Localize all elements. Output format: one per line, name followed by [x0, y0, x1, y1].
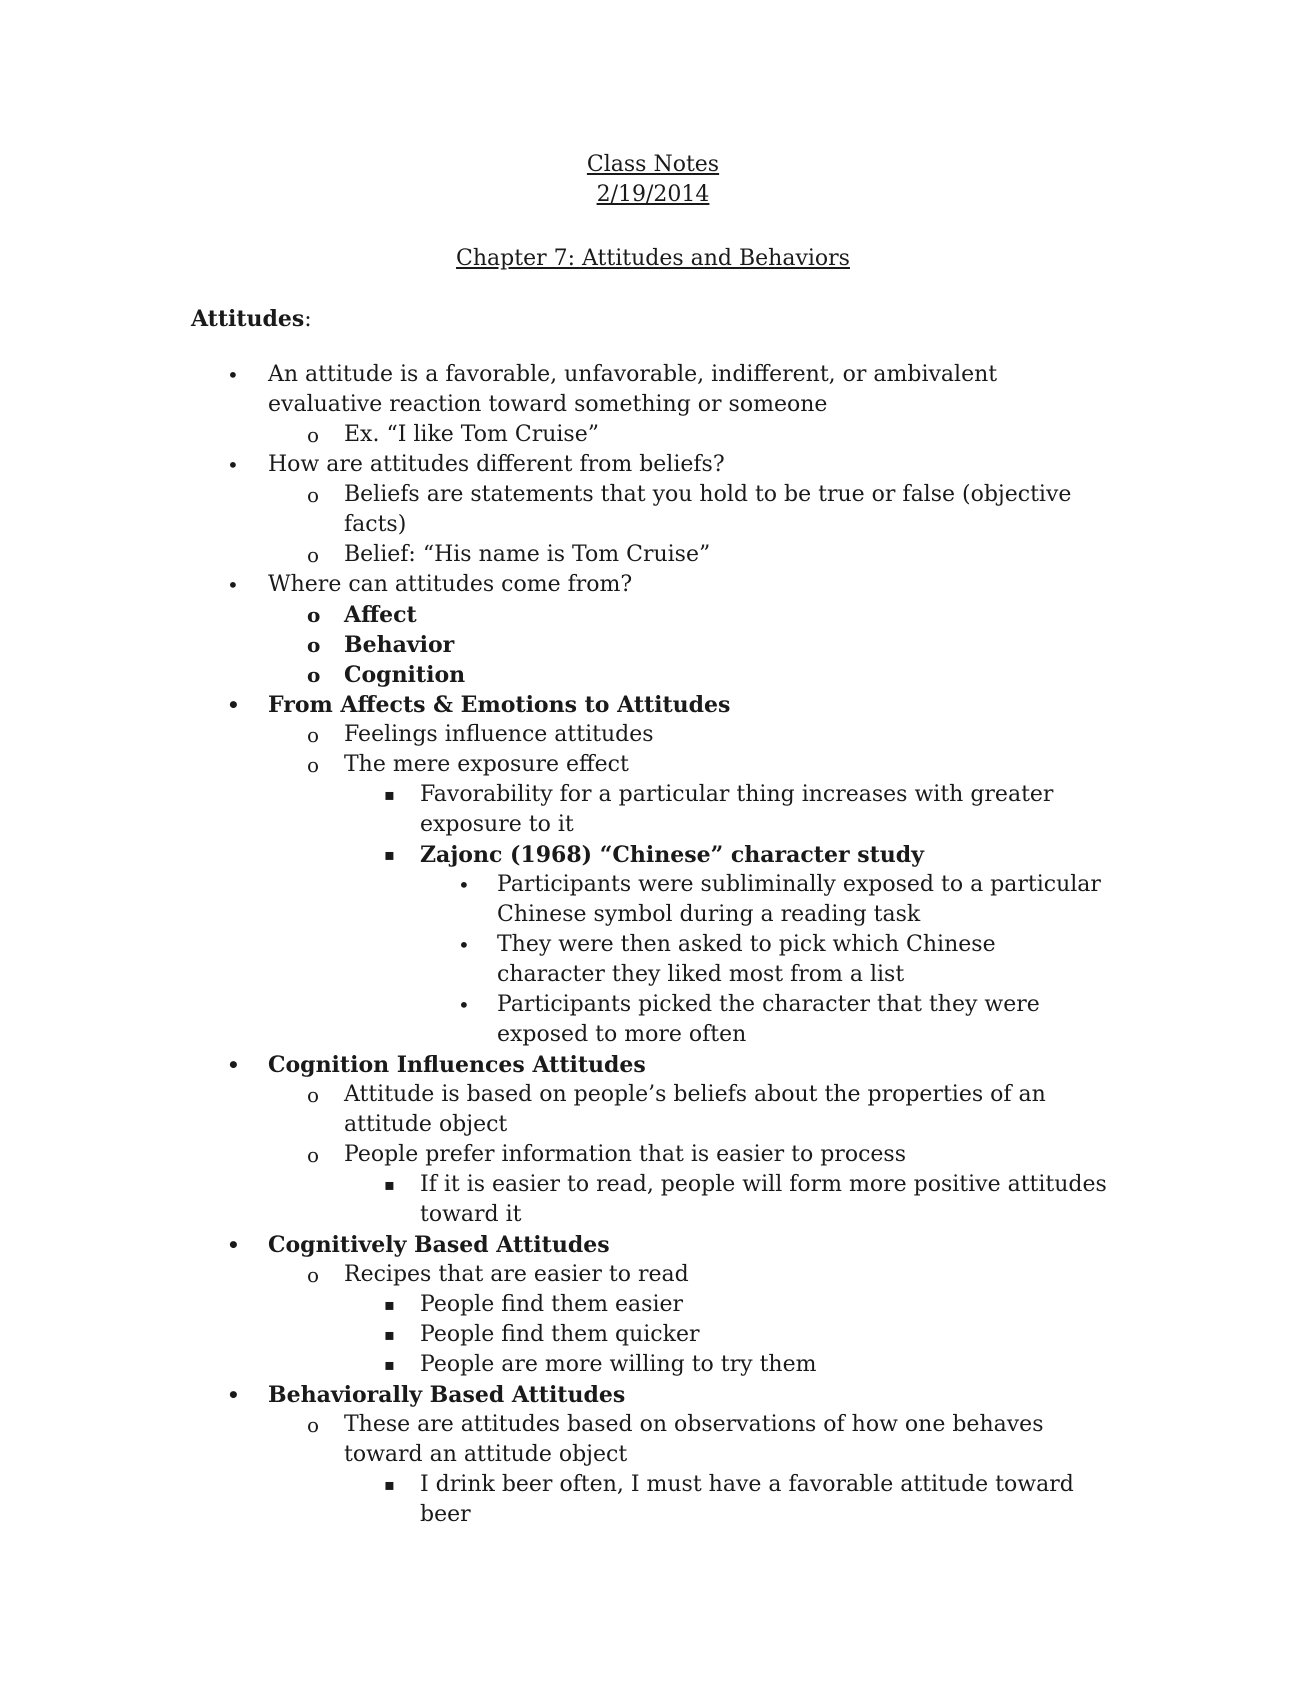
list-item: [0, 360, 1108, 420]
list-item-text: People are more willing to try them: [420, 1352, 817, 1377]
bullet-marker: •: [227, 573, 239, 597]
bullet-marker: o: [307, 1083, 320, 1107]
bullet-marker: •: [227, 1233, 240, 1257]
list-item-text: Attitude is based on people’s beliefs about the properties of an attitude object: [344, 1082, 1046, 1137]
list-item-text: Behavior: [344, 632, 455, 658]
bullet-marker: o: [307, 723, 320, 747]
bullet-marker: •: [227, 363, 239, 387]
bullet-marker: •: [227, 1053, 240, 1077]
chapter-title: Chapter 7: Attitudes and Behaviors: [456, 246, 850, 271]
list-item: [0, 1410, 1108, 1470]
page-title: Class Notes: [586, 152, 720, 177]
list-item-text: Belief: “His name is Tom Cruise”: [344, 542, 711, 567]
list-item: [0, 660, 1108, 690]
bullet-marker: o: [307, 1143, 320, 1167]
bullet-marker: •: [458, 933, 470, 957]
bullet-marker: ▪: [384, 1355, 395, 1374]
bullet-marker: o: [307, 603, 321, 627]
list-item-text: Cognition Influences Attitudes: [268, 1052, 646, 1078]
bullet-marker: •: [227, 453, 239, 477]
list-item-text: These are attitudes based on observations of how one behaves toward an attitude object: [344, 1412, 1044, 1467]
bullet-marker: ▪: [384, 1325, 395, 1344]
list-item: [0, 840, 1120, 870]
bullet-marker: o: [307, 663, 321, 687]
list-item: [0, 480, 1108, 540]
bullet-marker: o: [307, 423, 320, 447]
list-item: [0, 1170, 1120, 1230]
bullet-marker: o: [307, 483, 320, 507]
list-item-text: Cognition: [344, 662, 466, 688]
list-item-text: An attitude is a favorable, unfavorable, indifferent, or ambivalent evaluative reaction toward something or someone: [268, 362, 998, 417]
list-item-text: The mere exposure effect: [344, 752, 629, 777]
bullet-marker: o: [307, 1413, 320, 1437]
bullet-marker: ▪: [384, 1175, 395, 1194]
list-item-text: Where can attitudes come from?: [268, 572, 633, 597]
bullet-marker: o: [307, 1263, 320, 1287]
list-item: [0, 450, 1108, 480]
list-item: [0, 1380, 1108, 1410]
list-item: [0, 1230, 1108, 1260]
bullet-marker: •: [458, 873, 470, 897]
list-item: [0, 1260, 1108, 1290]
bullet-marker: o: [307, 753, 320, 777]
list-item-text: They were then asked to pick which Chinese character they liked most from a list: [497, 932, 996, 987]
list-item-text: How are attitudes different from beliefs?: [268, 452, 725, 477]
page-date: 2/19/2014: [596, 182, 710, 207]
list-item-text: Participants picked the character that they were exposed to more often: [497, 992, 1040, 1047]
bullet-marker: •: [227, 693, 240, 717]
list-item-text: Recipes that are easier to read: [344, 1262, 689, 1287]
list-item-text: Zajonc (1968) “Chinese” character study: [420, 842, 924, 868]
list-item-text: People find them easier: [420, 1292, 684, 1317]
list-item: [0, 1050, 1108, 1080]
list-item: [0, 1350, 1120, 1380]
list-item: [0, 420, 1108, 450]
list-item-text: Affect: [344, 602, 417, 628]
list-item-text: Feelings influence attitudes: [344, 722, 654, 747]
list-item: [0, 540, 1108, 570]
list-item: [0, 720, 1108, 750]
section-heading-label: Attitudes: [191, 306, 305, 332]
list-item-text: If it is easier to read, people will form more positive attitudes toward it: [420, 1172, 1107, 1227]
list-item: [0, 630, 1108, 660]
list-item: [0, 1290, 1120, 1320]
list-item-text: Favorability for a particular thing increases with greater exposure to it: [420, 782, 1054, 837]
list-item: [0, 570, 1108, 600]
list-item-text: Participants were subliminally exposed to a particular Chinese symbol during a reading task: [497, 872, 1101, 927]
list-item-text: I drink beer often, I must have a favorable attitude toward beer: [420, 1472, 1074, 1527]
list-item-text: From Affects & Emotions to Attitudes: [268, 692, 731, 718]
list-item-text: People find them quicker: [420, 1322, 700, 1347]
bullet-marker: o: [307, 543, 320, 567]
list-item-text: Behaviorally Based Attitudes: [268, 1382, 626, 1408]
list-item: [0, 990, 1107, 1050]
list-item-text: People prefer information that is easier to process: [344, 1142, 906, 1167]
list-item: [0, 750, 1108, 780]
section-heading: [191, 304, 312, 335]
bullet-marker: ▪: [384, 845, 395, 864]
list-item: [0, 780, 1120, 840]
list-item-text: Beliefs are statements that you hold to be true or false (objective facts): [344, 482, 1072, 537]
list-item-text: Cognitively Based Attitudes: [268, 1232, 610, 1258]
bullet-marker: ▪: [384, 785, 395, 804]
bullet-marker: •: [458, 993, 470, 1017]
bullet-marker: o: [307, 633, 321, 657]
list-item: [0, 870, 1107, 930]
list-item: [0, 930, 1107, 990]
list-item: [0, 1140, 1108, 1170]
list-item-text: Ex. “I like Tom Cruise”: [344, 422, 599, 447]
bullet-marker: •: [227, 1383, 240, 1407]
list-item: [0, 1080, 1108, 1140]
section-heading-colon: :: [304, 307, 312, 332]
list-item: [0, 690, 1108, 720]
list-item: [0, 600, 1108, 630]
list-item: [0, 1470, 1120, 1530]
bullet-marker: ▪: [384, 1295, 395, 1314]
notes-list: [0, 360, 1306, 1530]
bullet-marker: ▪: [384, 1475, 395, 1494]
list-item: [0, 1320, 1120, 1350]
title-block: [0, 150, 1306, 210]
